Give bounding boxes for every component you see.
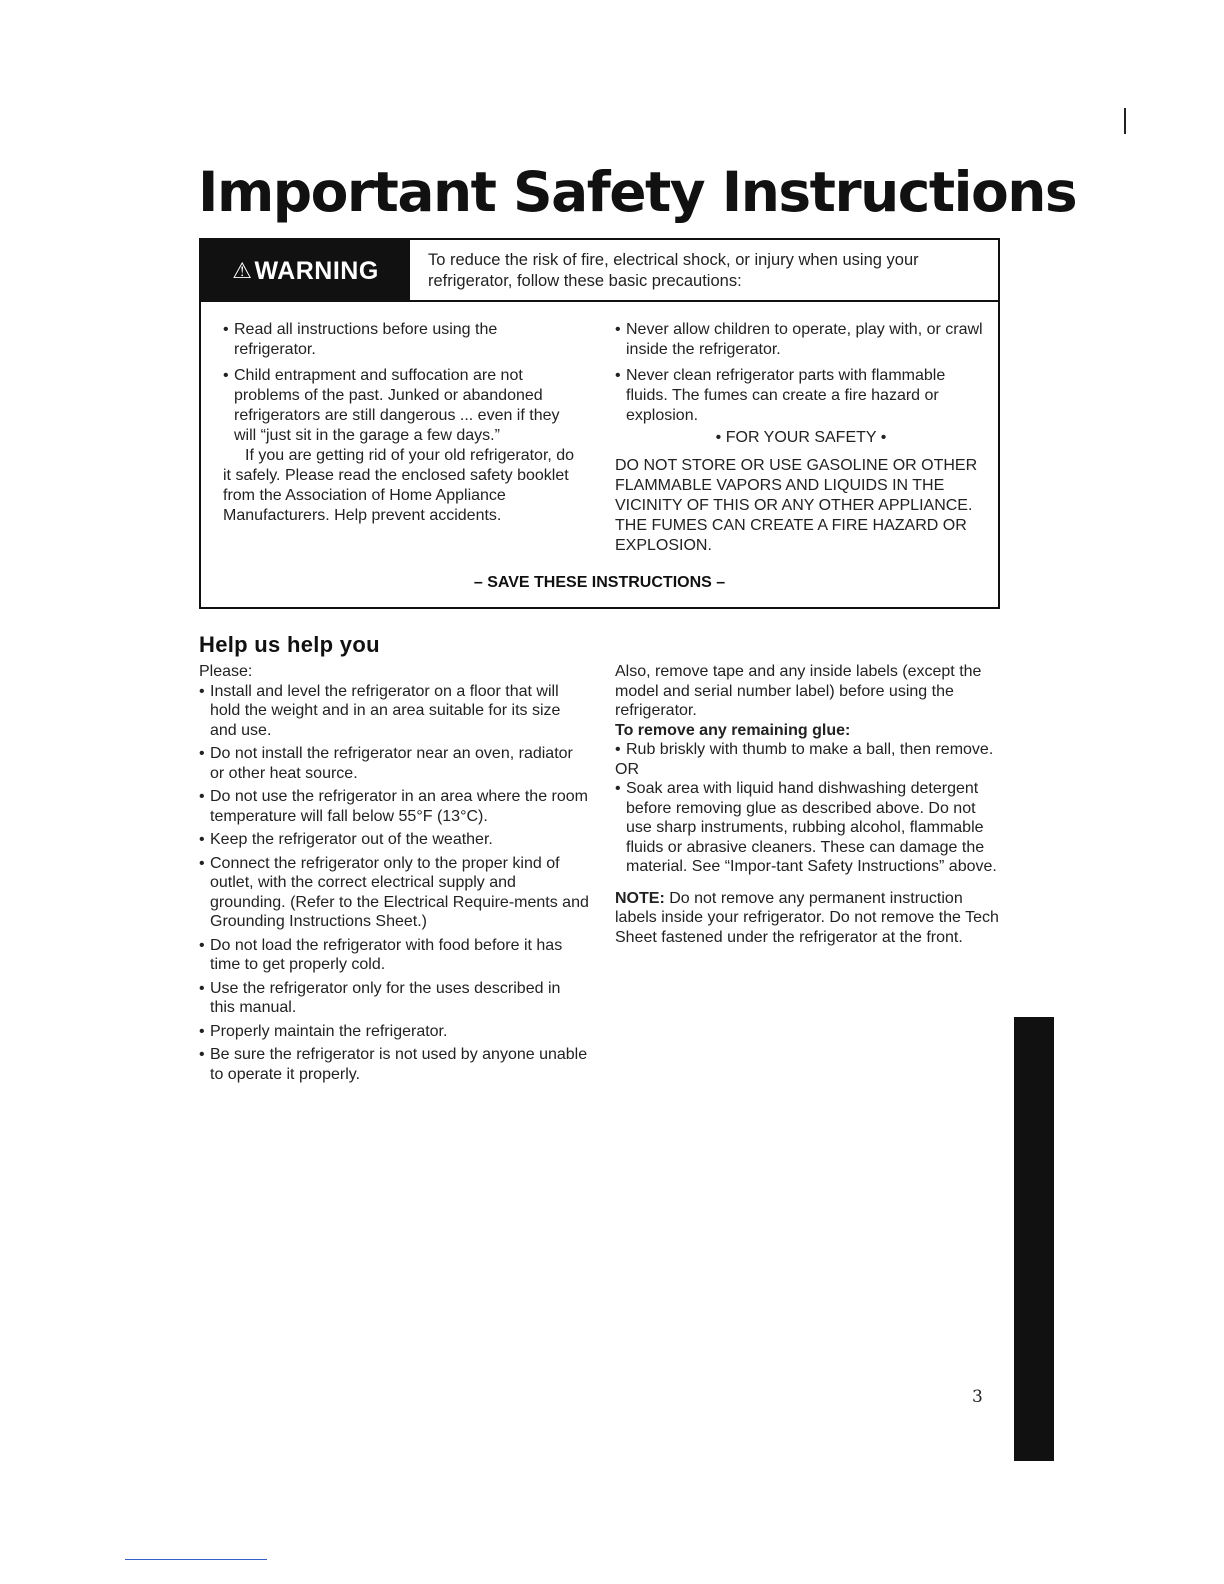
help-bullet: • Use the refrigerator only for the uses described in this manual. [199, 979, 589, 1018]
help-left-column [199, 662, 589, 1088]
warning-box [199, 238, 1000, 609]
margin-mark [1124, 108, 1126, 134]
warning-bullet: • Child entrapment and suffocation are not problems of the past. Junked or abandoned refrigerators are still dangerous ... even if they will “just sit in the garage a few days.” [223, 366, 579, 446]
help-bullet: • Be sure the refrigerator is not used by anyone unable to operate it properly. [199, 1045, 589, 1084]
for-your-safety: • FOR YOUR SAFETY • [715, 429, 887, 446]
help-right-column [615, 662, 1005, 947]
help-heading: Help us help you [199, 632, 380, 657]
please-label: Please: [199, 663, 253, 680]
warning-label-text: WARNING [254, 256, 379, 285]
help-bullet: • Do not install the refrigerator near an oven, radiator or other heat source. [199, 744, 589, 783]
note-label: NOTE: [615, 889, 665, 907]
help-bullet: • Install and level the refrigerator on a floor that will hold the weight and in an area suitable for its size and use. [199, 682, 589, 741]
note-paragraph [615, 889, 1005, 948]
disposal-paragraph: If you are getting rid of your old refrigerator, do it safely. Please read the enclosed safety booklet from the Association of Home Appliance Manufacturers. Help prevent accidents. [223, 447, 575, 524]
page-title: Important Safety Instructions [198, 160, 1077, 224]
caps-warning: DO NOT STORE OR USE GASOLINE OR OTHER FLAMMABLE VAPORS AND LIQUIDS IN THE VICINITY OF THIS OR ANY OTHER APPLIANCE. THE FUMES CAN CREATE A FIRE HAZARD OR EXPLOSION. [615, 457, 978, 554]
warning-bullet: • Never clean refrigerator parts with flammable fluids. The fumes can create a fire hazard or explosion. [615, 366, 987, 426]
page-number: 3 [972, 1387, 983, 1407]
glue-heading: To remove any remaining glue: [615, 721, 851, 739]
warning-right-column [615, 320, 987, 556]
help-bullet: • Properly maintain the refrigerator. [199, 1022, 589, 1042]
help-bullet: • Keep the refrigerator out of the weather. [199, 830, 589, 850]
help-bullet: • Connect the refrigerator only to the proper kind of outlet, with the correct electrical supply and grounding. (Refer to the Electrical Require-ments and Grounding Instructions Sheet.) [199, 854, 589, 932]
glue-bullet: • Soak area with liquid hand dishwashing detergent before removing glue as described above. Do not use sharp instruments, rubbing alcohol, flammable fluids or abrasive cleaners. These can damage the material. See “Impor-tant Safety Instructions” above. [615, 779, 1005, 877]
glue-bullet: • Rub briskly with thumb to make a ball, then remove. [615, 740, 1005, 760]
save-instructions: – SAVE THESE INSTRUCTIONS – [473, 574, 726, 591]
note-text: Do not remove any permanent instruction labels inside your refrigerator. Do not remove the Tech Sheet fastened under the refrigerator at the front. [615, 889, 999, 946]
warning-intro: To reduce the risk of fire, electrical shock, or injury when using your refrigerator, follow these basic precautions: [410, 240, 998, 302]
warning-triangle-icon: ⚠ [232, 258, 253, 283]
help-bullet: • Do not load the refrigerator with food before it has time to get properly cold. [199, 936, 589, 975]
help-bullet: • Do not use the refrigerator in an area where the room temperature will fall below 55°F (13°C). [199, 787, 589, 826]
warning-bullet: • Never allow children to operate, play with, or crawl inside the refrigerator. [615, 320, 987, 360]
warning-label [201, 240, 410, 302]
section-tab [1014, 1017, 1054, 1461]
warning-bullet: • Read all instructions before using the refrigerator. [223, 320, 579, 360]
also-paragraph: Also, remove tape and any inside labels (except the model and serial number label) before using the refrigerator. [615, 663, 982, 719]
or-label: OR [615, 760, 639, 778]
warning-left-column [223, 320, 579, 526]
bottom-rule [125, 1559, 267, 1560]
